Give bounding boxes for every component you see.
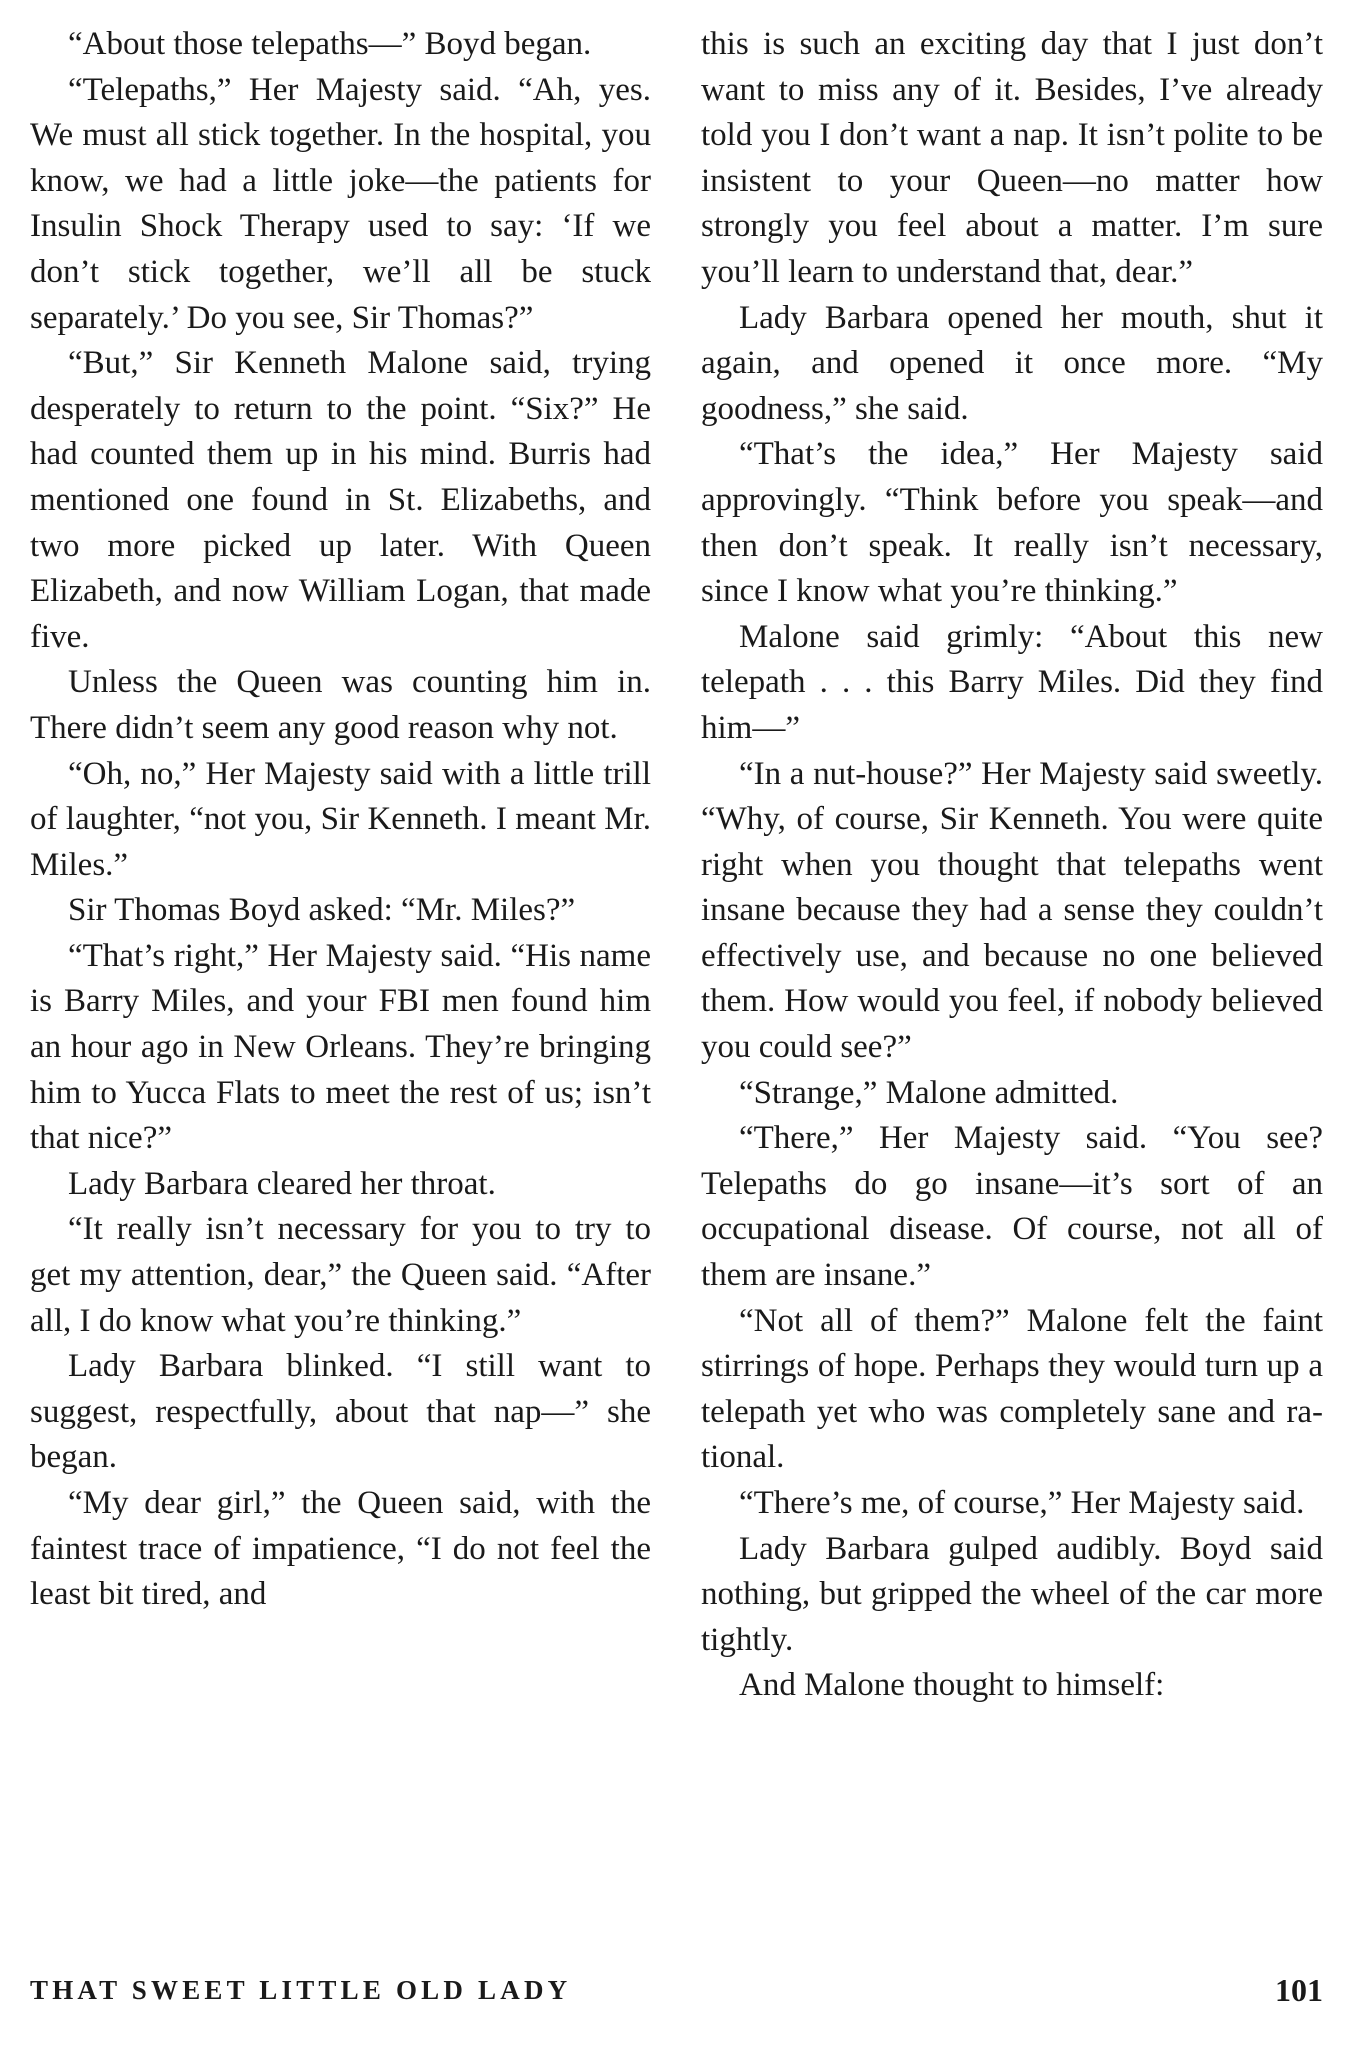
paragraph: And Malone thought to himself: (739, 1667, 1165, 1704)
paragraph: “Not all of them?” Malone felt the faint stirrings of hope. Perhaps they would turn up a telepath yet who was completely sane and rational. (701, 1302, 1323, 1476)
paragraph: “But,” Sir Kenneth Malone said, trying desperately to return to the point. “Six?” He had counted them up in his mind. Burris had mentioned one found in St. Elizabeths, and two more picked up later. With Queen Elizabeth, and now William Logan, that made five. (30, 345, 651, 655)
paragraph: “It really isn’t necessary for you to try to get my attention, dear,” the Queen said. “After all, I do know what you’re thinking.” (30, 1211, 651, 1339)
paragraph: “Strange,” Malone admitted. (739, 1074, 1119, 1111)
paragraph: Unless the Queen was counting him in. There didn’t seem any good reason why not. (30, 664, 651, 746)
paragraph: Sir Thomas Boyd asked: “Mr. Miles?” (68, 892, 576, 929)
paragraph: “Telepaths,” Her Majesty said. “Ah, yes. We must all stick together. In the hospital, you know, we had a little joke—the patients for Insulin Shock Therapy used to say: ‘If we don’t stick together, we’ll all be stuck separately.’ Do you see, Sir Thomas?” (30, 71, 651, 336)
paragraph: “That’s the idea,” Her Majesty said approvingly. “Think before you speak—and then don’t speak. It really isn’t necessary, since I know what you’re thinking.” (701, 436, 1323, 610)
left-text-column (30, 22, 651, 1618)
continued-paragraph: this is such an exciting day that I just don’t want to miss any of it. Besides, I’ve already told you I don’t want a nap. It isn’t polite to be insistent to your Queen—no matter how strongly you feel about a matter. I’m sure you’ll learn to understand that, dear.” (701, 26, 1323, 290)
paragraph: Lady Barbara gulped audibly. Boyd said nothing, but gripped the wheel of the car more tightly. (701, 1530, 1323, 1658)
right-text-column (701, 22, 1323, 1709)
paragraph: “Oh, no,” Her Majesty said with a little trill of laughter, “not you, Sir Kenneth. I meant Mr. Miles.” (30, 755, 651, 883)
paragraph: “About those telepaths—” Boyd began. (68, 26, 592, 62)
running-title: THAT SWEET LITTLE OLD LADY (30, 1975, 572, 2005)
page-footer (30, 1967, 1323, 2013)
paragraph: Lady Barbara blinked. “I still want to suggest, respectfully, about that nap—” she began. (30, 1348, 651, 1476)
paragraph: Lady Barbara opened her mouth, shut it again, and opened it once more. “My goodness,” she said. (701, 299, 1323, 427)
paragraph: “My dear girl,” the Queen said, with the faintest trace of impatience, “I do not feel the least bit tired, and (30, 1485, 651, 1613)
paragraph: “That’s right,” Her Majesty said. “His name is Barry Miles, and your FBI men found him an hour ago in New Orleans. They’re bringing him to Yucca Flats to meet the rest of us; isn’t that nice?” (30, 937, 651, 1157)
paragraph: “There,” Her Majesty said. “You see? Telepaths do go insane—it’s sort of an occupational disease. Of course, not all of them are insane.” (701, 1120, 1323, 1294)
paragraph: Lady Barbara cleared her throat. (68, 1165, 496, 1202)
paragraph: Malone said grimly: “About this new telepath . . . this Barry Miles. Did they find him—” (701, 618, 1323, 746)
paragraph: “There’s me, of course,” Her Majesty said. (739, 1485, 1305, 1521)
page-number: 101 (1275, 1972, 1323, 2008)
paragraph: “In a nut-house?” Her Majesty said sweetly. “Why, of course, Sir Kenneth. You were quite right when you thought that telepaths went insane because they had a sense they couldn’t effectively use, and because no one believed them. How would you feel, if nobody believed you could see?” (701, 755, 1323, 1066)
